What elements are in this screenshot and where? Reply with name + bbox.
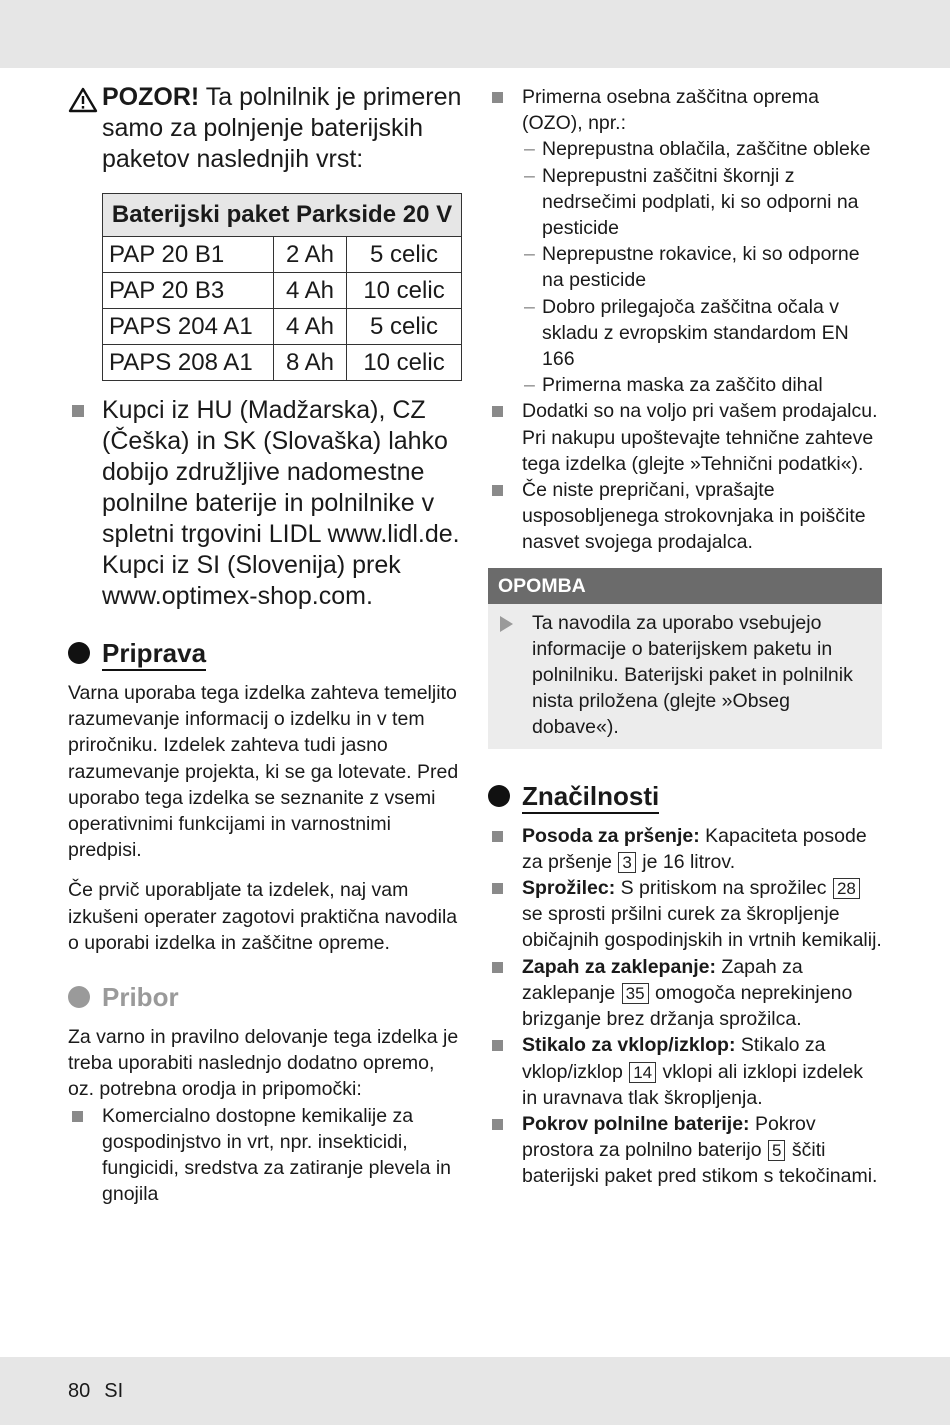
table-cell: PAP 20 B1 xyxy=(103,237,274,273)
top-band xyxy=(0,0,950,68)
note-body xyxy=(488,604,882,749)
feature-text: ščiti baterijski paket pred stikom s tekočinami. xyxy=(522,1139,878,1188)
part-reference: 3 xyxy=(618,852,635,873)
table-header: Baterijski paket Parkside 20 V xyxy=(103,194,462,237)
feature-label: Sprožilec: xyxy=(522,877,616,900)
table-cell: 4 Ah xyxy=(274,273,347,309)
note-text: Ta navodila za uporabo vsebujejo informacije o baterijskem paketu in polnilniku. Baterijski paket in polnilnik nista priložena (glejte »Obseg dobave«). xyxy=(532,611,853,739)
list-item-text: Komercialno dostopne kemikalije za gospodinjstvo in vrt, npr. insekticidi, fungicidi, sredstva za zatiranje plevela in gnojila xyxy=(102,1104,452,1206)
dash-bullet-icon: – xyxy=(524,164,535,187)
section-pribor xyxy=(68,980,464,1016)
square-bullet-icon xyxy=(492,883,503,894)
section-bullet-icon xyxy=(68,642,90,664)
square-bullet-icon xyxy=(492,962,503,973)
sub-list-item xyxy=(488,163,882,242)
paragraph: Varna uporaba tega izdelka zahteva temeljito razumevanje informacij o izdelku in v tem priročniku. Izdelek zahteva tudi jasno razumevanje projekta, ki se ga lotevate. Pred uporabo tega izdelka se seznanite z vsemi operativnimi funkcijami in varnostnimi predpisi. xyxy=(68,682,459,862)
list-item xyxy=(488,84,882,136)
list-item xyxy=(68,1103,464,1208)
note-title: OPOMBA xyxy=(488,568,882,604)
sub-list-item xyxy=(488,136,882,162)
sub-list-item xyxy=(488,372,882,398)
section-bullet-icon xyxy=(68,986,90,1008)
feature-text: omogoča neprekinjeno brizganje brez držanja sprožilca. xyxy=(522,981,853,1031)
section-title: Priprava xyxy=(102,638,206,671)
list-item-text: Primerna osebna zaščitna oprema (OZO), npr.: xyxy=(522,86,819,135)
table-cell: 10 celic xyxy=(347,273,462,309)
paragraph: Če prvič uporabljate ta izdelek, naj vam izkušeni operater zagotovi praktična navodila o uporabi izdelka in zaščitne opreme. xyxy=(68,879,458,954)
table-cell: PAP 20 B3 xyxy=(103,273,274,309)
feature-list xyxy=(488,823,882,1190)
table-cell: 10 celic xyxy=(347,345,462,381)
dash-bullet-icon: – xyxy=(524,374,535,397)
note-box xyxy=(488,568,882,749)
part-reference: 35 xyxy=(622,983,649,1004)
table-row xyxy=(103,237,462,273)
feature-text: Zapah za zaklepanje xyxy=(522,955,803,1004)
table-cell: 2 Ah xyxy=(274,237,347,273)
section-title: Značilnosti xyxy=(522,781,659,814)
sub-list-item xyxy=(488,294,882,373)
sub-list-item xyxy=(488,241,882,293)
paragraph: Za varno in pravilno delovanje tega izdelka je treba uporabiti naslednjo dodatno opremo, oz. potrebna orodja in pripomočki: xyxy=(68,1026,459,1101)
part-reference: 14 xyxy=(629,1062,656,1083)
sub-list-item-text: Neprepustne rokavice, ki so odporne na pesticide xyxy=(542,243,860,292)
language-code: SI xyxy=(104,1380,124,1402)
sub-list-item-text: Neprepustna oblačila, zaščitne obleke xyxy=(542,138,871,161)
table-row xyxy=(103,309,462,345)
accessory-list xyxy=(68,1103,464,1208)
feature-label: Pokrov polnilne baterije: xyxy=(522,1112,750,1135)
square-bullet-icon xyxy=(492,1119,503,1130)
section-bullet-icon xyxy=(488,785,510,807)
right-column xyxy=(488,84,882,1190)
square-bullet-icon xyxy=(492,1040,503,1051)
warning-block xyxy=(68,82,464,175)
compatibility-text: Kupci iz HU (Madžarska), CZ (Češka) in SK (Slovaška) lahko dobijo združljive nadomestne polnilne baterije in polnilnike v spletni trgovini LIDL www.lidl.de. Kupci iz SI (Slovenija) prek www.optimex-shop.com. xyxy=(102,396,460,610)
table-cell: 4 Ah xyxy=(274,309,347,345)
list-item-text: Če niste prepričani, vprašajte usposobljenega strokovnjaka in poiščite nasvet svojega prodajalca. xyxy=(522,479,866,554)
sub-list-item-text: Dobro prilegajoča zaščitna očala v skladu z evropskim standardom EN 166 xyxy=(542,295,849,371)
warning-icon xyxy=(68,87,98,113)
warning-text: Ta polnilnik je primeren samo za polnjenje baterijskih paketov naslednjih vrst: xyxy=(102,83,462,173)
square-bullet-icon xyxy=(492,485,503,496)
dash-bullet-icon: – xyxy=(524,243,535,266)
bottom-band xyxy=(0,1357,950,1425)
sub-list-item-text: Primerna maska za zaščito dihal xyxy=(542,374,823,397)
warning-label: POZOR! xyxy=(102,83,200,111)
list-item-text: Dodatki so na voljo pri vašem prodajalcu. Pri nakupu upoštevajte tehnične zahteve tega izdelka (glejte »Tehnični podatki«). xyxy=(522,400,878,475)
feature-label: Stikalo za vklop/izklop: xyxy=(522,1034,736,1057)
feature-text: Pokrov prostora za polnilno baterijo xyxy=(522,1112,816,1162)
list-item xyxy=(488,398,882,477)
square-bullet-icon xyxy=(492,406,503,417)
table-cell: PAPS 208 A1 xyxy=(103,345,274,381)
square-bullet-icon xyxy=(72,405,84,417)
feature-text: vklopi ali izklopi izdelek in uravnava tlak škropljenja. xyxy=(522,1060,864,1109)
table-row xyxy=(103,273,462,309)
page-number: 80 xyxy=(68,1380,91,1402)
left-column xyxy=(68,82,464,1207)
section-znacilnosti xyxy=(488,779,882,815)
square-bullet-icon xyxy=(492,831,503,842)
feature-item xyxy=(488,954,882,1033)
dash-bullet-icon: – xyxy=(524,295,535,318)
feature-item xyxy=(488,1111,882,1190)
section-priprava xyxy=(68,636,464,672)
feature-label: Zapah za zaklepanje: xyxy=(522,955,716,978)
battery-pack-table xyxy=(102,193,462,381)
feature-text: je 16 litrov. xyxy=(636,850,736,873)
feature-item xyxy=(488,1032,882,1111)
feature-text: Kapaciteta posode za pršenje xyxy=(522,824,867,873)
square-bullet-icon xyxy=(492,92,503,103)
feature-text: se sprosti pršilni curek za škropljenje običajnih gospodinjskih in vrtnih kemikalij. xyxy=(522,903,882,952)
feature-text: Stikalo za vklop/izklop xyxy=(522,1034,826,1083)
part-reference: 28 xyxy=(833,878,860,899)
table-row xyxy=(103,345,462,381)
feature-item xyxy=(488,875,882,954)
dash-bullet-icon: – xyxy=(524,138,535,161)
square-bullet-icon xyxy=(72,1111,83,1122)
feature-label: Posoda za pršenje: xyxy=(522,824,700,847)
compatibility-note xyxy=(68,395,464,612)
table-cell: 5 celic xyxy=(347,309,462,345)
table-cell: 8 Ah xyxy=(274,345,347,381)
feature-item xyxy=(488,823,882,875)
table-cell: 5 celic xyxy=(347,237,462,273)
part-reference: 5 xyxy=(768,1140,785,1161)
sub-list-item-text: Neprepustni zaščitni škornji z nedrsečimi podplati, ki so odporni na pesticide xyxy=(542,164,859,240)
play-arrow-icon xyxy=(500,616,513,632)
table-cell: PAPS 204 A1 xyxy=(103,309,274,345)
list-item xyxy=(488,477,882,556)
section-title: Pribor xyxy=(102,982,179,1013)
page-footer xyxy=(68,1380,123,1403)
feature-text: S pritiskom na sprožilec xyxy=(615,877,832,900)
